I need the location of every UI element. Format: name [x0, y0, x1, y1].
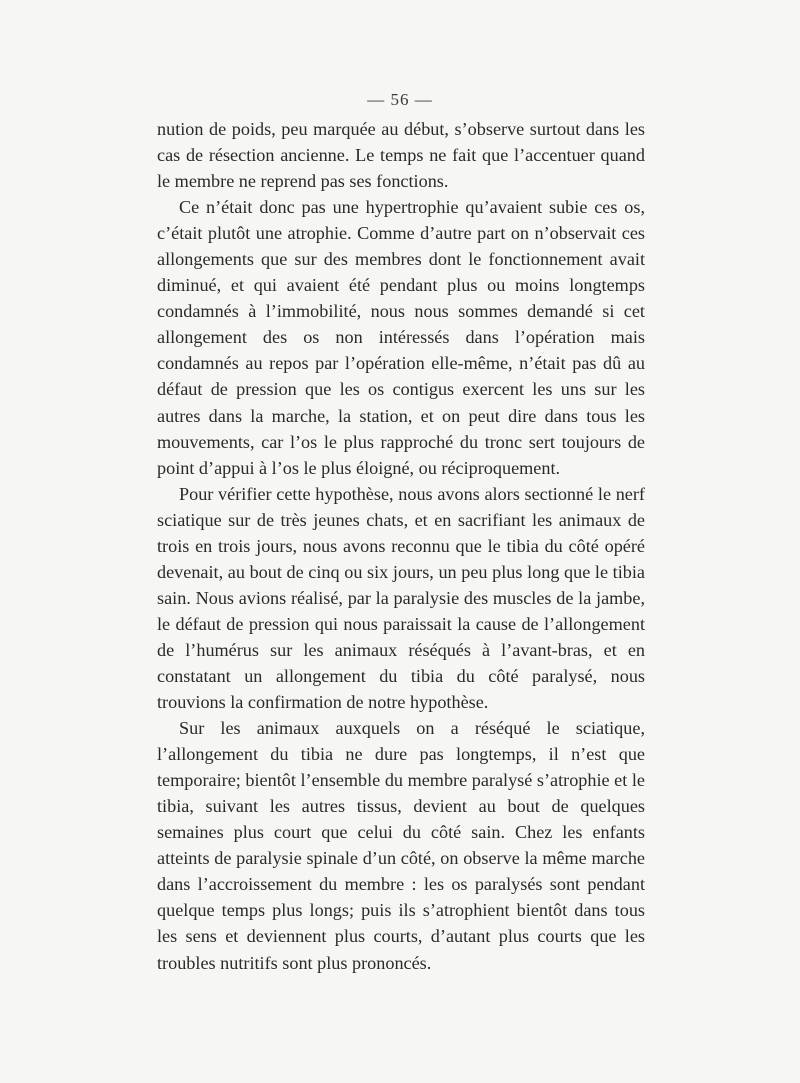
- paragraph-1: nution de poids, peu marquée au début, s’observe surtout dans les cas de résection ancienne. Le temps ne fait que l’accentuer quand le membre ne reprend pas ses fonctions.: [157, 119, 645, 192]
- page-number: — 56 —: [367, 90, 433, 109]
- body-text: [157, 116, 645, 976]
- paragraph-3: Pour vérifier cette hypothèse, nous avons alors sectionné le nerf sciatique sur de très jeunes chats, et en sacrifiant les animaux de trois en trois jours, nous avons reconnu que le tibia du côté opéré devenait, au bout de cinq ou six jours, un peu plus long que le tibia sain. Nous avions réalisé, par la paralysie des muscles de la jambe, le défaut de pression qui nous paraissait la cause de l’allongement de l’humérus sur les animaux réséqués à l’avant-bras, et en constatant un allongement du tibia du côté paralysé, nous trouvions la confirmation de notre hypothèse.: [157, 483, 645, 713]
- paragraph-4: Sur les animaux auxquels on a réséqué le sciatique, l’allongement du tibia ne dure pas longtemps, il n’est que temporaire; bientôt l’ensemble du membre paralysé s’atrophie et le tibia, suivant les autres tissus, devient au bout de quelques semaines plus court que celui du côté sain. Chez les enfants atteints de paralysie spinale d’un côté, on observe la même marche dans l’accroissement du membre : les os paralysés sont pendant quelque temps plus longs; puis ils s’atrophient bientôt dans tous les sens et deviennent plus courts, d’autant plus courts que les troubles nutritifs sont plus prononcés.: [157, 718, 645, 973]
- paragraph-2: Ce n’était donc pas une hypertrophie qu’avaient subie ces os, c’était plutôt une atrophie. Comme d’autre part on n’observait ces allongements que sur des membres dont le fonctionnement avait diminué, et qui avaient été pendant plus ou moins longtemps condamnés à l’immobilité, nous nous sommes demandé si cet allongement des os non intéressés dans l’opération mais condamnés au repos par l’opération elle-même, n’était pas dû au défaut de pression que les os contigus exercent les uns sur les autres dans la marche, la station, et on peut dire dans tous les mouvements, car l’os le plus rapproché du tronc sert toujours de point d’appui à l’os le plus éloigné, ou réciproquement.: [157, 197, 645, 478]
